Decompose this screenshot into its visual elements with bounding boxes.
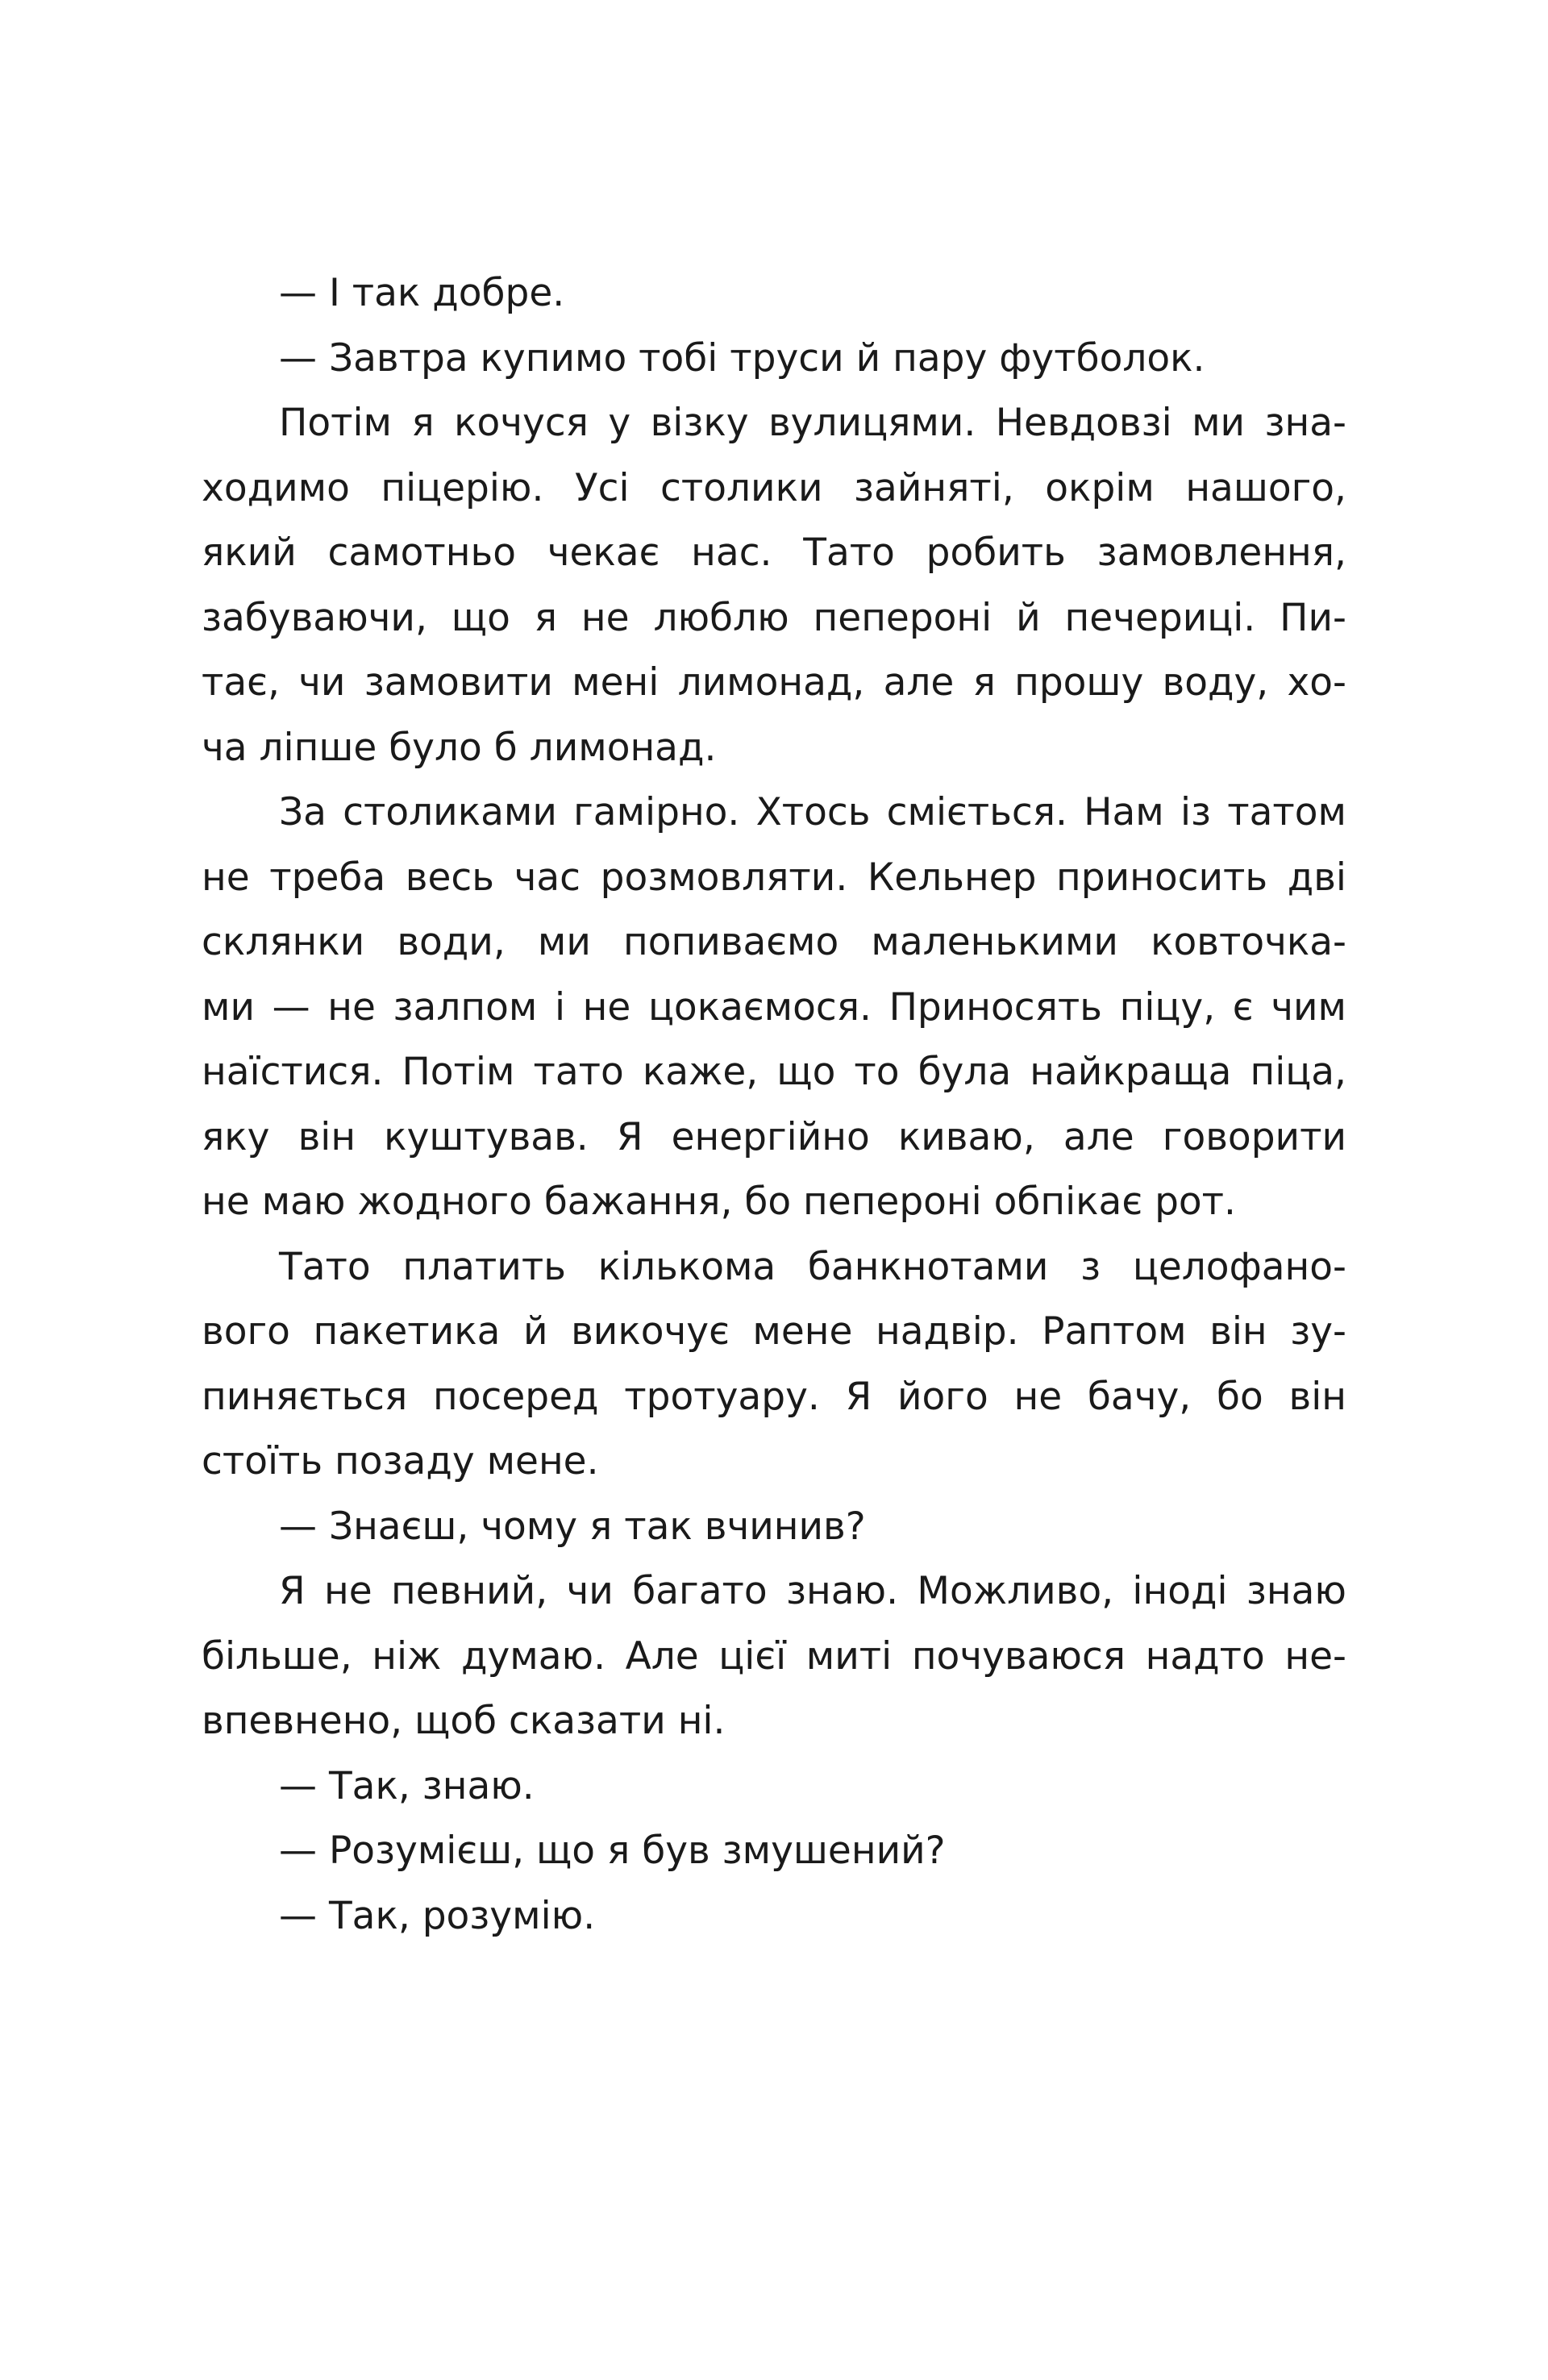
page-text [202,261,1346,1949]
paragraph-line: забуваючи, що я не люблю пепероні й печериці. Пи- [202,595,1346,640]
paragraph-line: більше, ніж думаю. Але цієї миті почуваюся надто не- [202,1633,1346,1679]
paragraph-line: який самотньо чекає нас. Тато робить замовлення, [202,531,1346,575]
paragraph-line: Тато платить кількома банкнотами з целофано- [279,1244,1346,1289]
paragraph-line: склянки води, ми попиваємо маленькими ковточка- [202,920,1346,964]
paragraph-line: не треба весь час розмовляти. Кельнер приносить дві [202,855,1346,900]
paragraph-line: стоїть позаду мене. [202,1439,599,1483]
dialogue-line: — Розумієш, що я був змушений? [279,1829,946,1873]
dialogue-line: — Так, розумію. [279,1893,596,1938]
paragraph-line: Потім я кочуся у візку вулицями. Невдовзі ми зна- [279,401,1346,445]
paragraph-line: За столиками гамірно. Хтось сміється. Нам із татом [279,790,1346,834]
paragraph-line: яку він куштував. Я енергійно киваю, але говорити [202,1114,1346,1159]
paragraph-line: ча ліпше було б лимонад. [202,725,717,770]
paragraph-line: наїстися. Потім тато каже, що то була найкраща піца, [202,1050,1346,1094]
paragraph-line: пиняється посеред тротуару. Я його не бачу, бо він [202,1374,1346,1419]
dialogue-line: — І так добре. [279,271,565,315]
dialogue-line: — Так, знаю. [279,1763,535,1808]
paragraph-line: не маю жодного бажання, бо пепероні обпікає рот. [202,1180,1236,1224]
paragraph-line: впевнено, щоб сказати ні. [202,1699,726,1743]
paragraph-line: вого пакетика й викочує мене надвір. Раптом він зу- [202,1309,1346,1354]
paragraph-line: Я не певний, чи багато знаю. Можливо, іноді знаю [279,1569,1346,1613]
paragraph-line: ми — не залпом і не цокаємося. Приносять піцу, є чим [202,984,1346,1030]
dialogue-line: — Завтра купимо тобі труси й пару футболок. [279,335,1205,381]
dialogue-line: — Знаєш, чому я так вчинив? [279,1504,866,1549]
paragraph-line: тає, чи замовити мені лимонад, але я прошу воду, хо- [202,660,1346,705]
paragraph-line: ходимо піцерію. Усі столики зайняті, окрім нашого, [202,465,1346,510]
